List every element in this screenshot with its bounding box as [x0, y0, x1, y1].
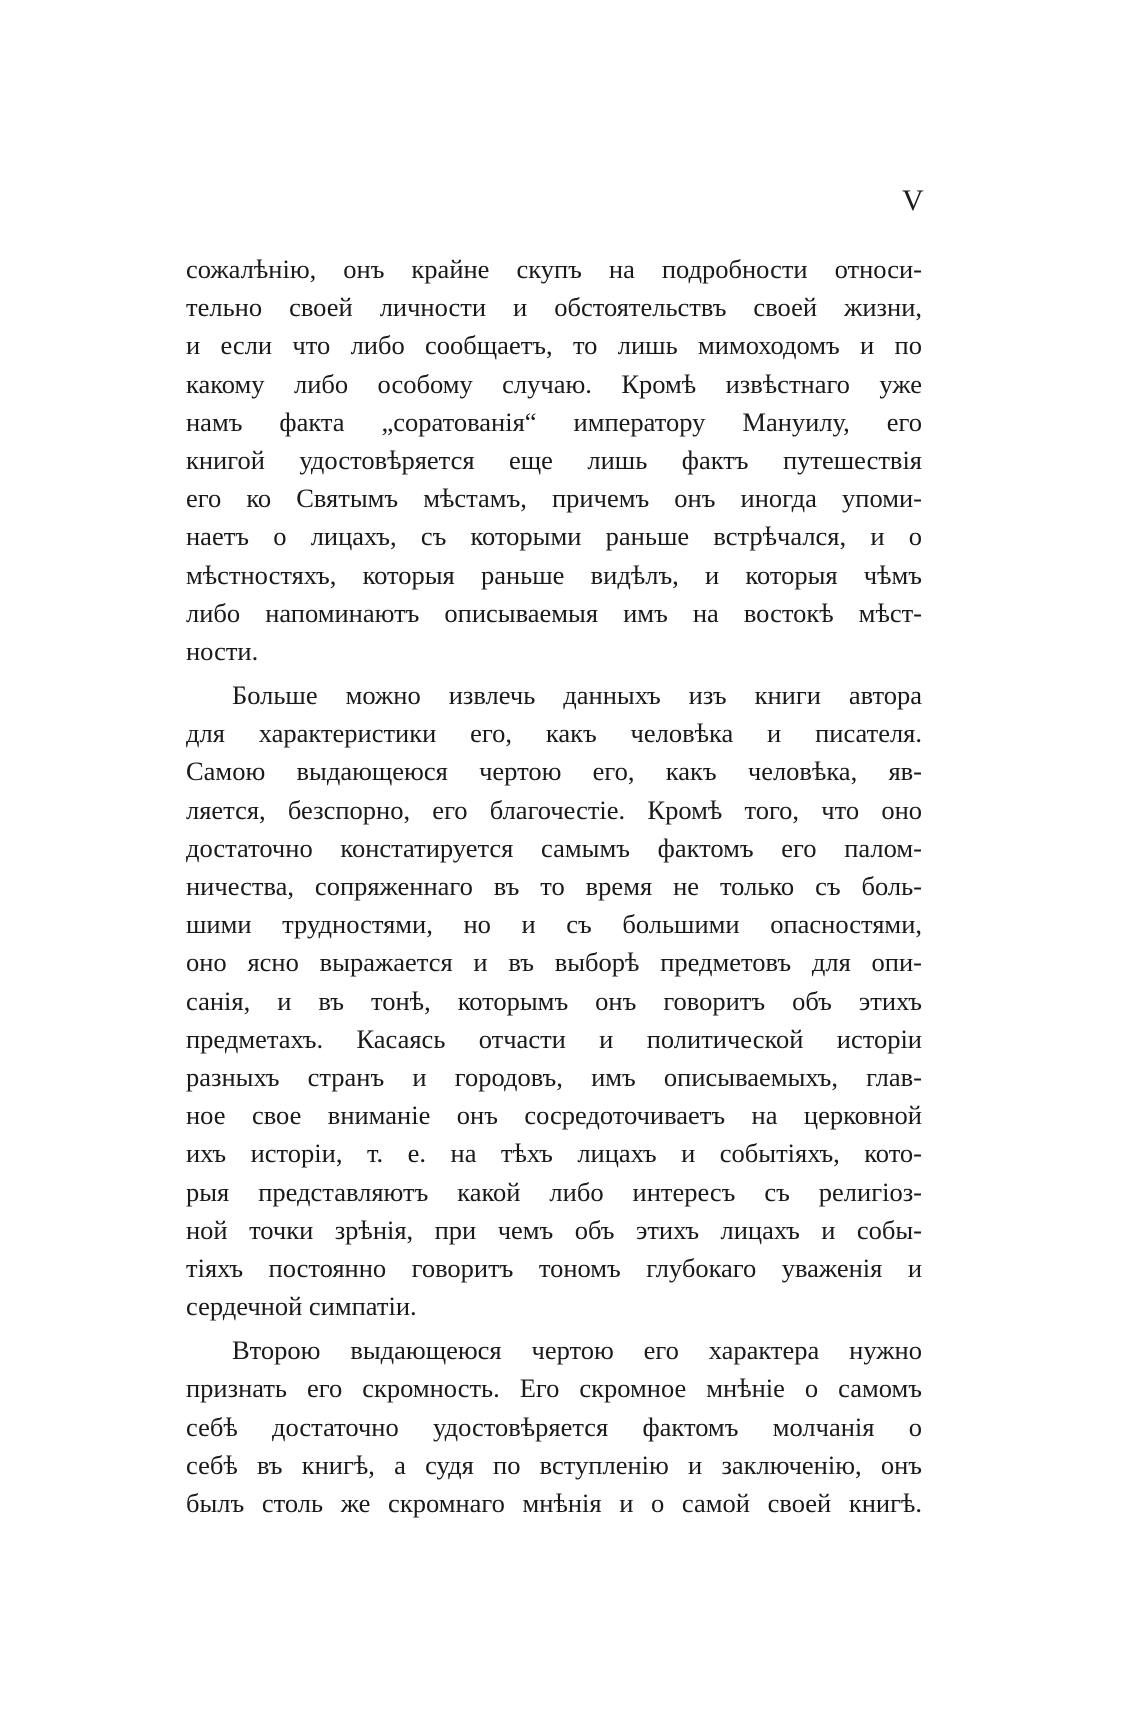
text-line: ляется, безспорно, его благочестіе. Кромѣ того, что оно [186, 794, 922, 825]
text-line: какому либо особому случаю. Кромѣ извѣстнаго уже [186, 368, 922, 399]
text-line: либо напоминаютъ описываемыя имъ на востокѣ мѣст- [186, 597, 922, 628]
text-line: мѣстностяхъ, которыя раньше видѣлъ, и которыя чѣмъ [186, 559, 922, 590]
text-line: его ко Святымъ мѣстамъ, причемъ онъ иногда упоми- [186, 483, 922, 514]
text-line: тіяхъ постоянно говоритъ тономъ глубокаго уваженія и [186, 1252, 922, 1283]
text-line: разныхъ странъ и городовъ, имъ описываемыхъ, глав- [186, 1061, 922, 1092]
text-line: тельно своей личности и обстоятельствъ своей жизни, [186, 292, 922, 323]
text-line: рыя представляютъ какой либо интересъ съ религіоз- [186, 1176, 922, 1207]
text-line: шими трудностями, но и съ большими опасностями, [186, 909, 922, 940]
body-text [186, 250, 922, 1522]
text-line: книгой удостовѣряется еще лишь фактъ путешествія [186, 444, 922, 475]
text-line: предметахъ. Касаясь отчасти и политической исторіи [186, 1023, 922, 1054]
text-line: для характеристики его, какъ человѣка и писателя. [186, 718, 922, 749]
text-line: санія, и въ тонѣ, которымъ онъ говоритъ объ этихъ [186, 985, 922, 1016]
text-line: намъ факта „соратованія“ императору Мануилу, его [186, 406, 922, 437]
text-line: признать его скромность. Его скромное мнѣніе о самомъ [186, 1373, 922, 1404]
text-line: оно ясно выражается и въ выборѣ предметовъ для опи- [186, 947, 922, 978]
page-number: V [902, 184, 924, 217]
text-line: сердечной симпатіи. [186, 1291, 417, 1322]
paragraph-3 [186, 1331, 922, 1522]
text-line: ное свое вниманіе онъ сосредоточиваетъ на церковной [186, 1100, 922, 1131]
text-line: Больше можно извлечь данныхъ изъ книги автора [232, 680, 922, 711]
paragraph-1 [186, 250, 922, 670]
paragraph-2 [186, 676, 922, 1325]
text-line: сожалѣнію, онъ крайне скупъ на подробности относи- [186, 254, 922, 284]
text-line: ничества, сопряженнаго въ то время не только съ боль- [186, 871, 922, 901]
text-line: наетъ о лицахъ, съ которыми раньше встрѣчался, и о [186, 521, 922, 552]
text-line: и если что либо сообщаетъ, то лишь мимоходомъ и по [186, 330, 922, 361]
text-line: достаточно констатируется самымъ фактомъ его палом- [186, 832, 922, 863]
text-line: Второю выдающеюся чертою его характера нужно [232, 1335, 922, 1366]
text-line: ности. [186, 635, 259, 666]
text-line: ихъ исторіи, т. е. на тѣхъ лицахъ и событіяхъ, кото- [186, 1138, 922, 1169]
text-line: Самою выдающеюся чертою его, какъ человѣка, яв- [186, 756, 922, 787]
text-line: себѣ достаточно удостовѣряется фактомъ молчанія о [186, 1411, 922, 1442]
text-line: былъ столь же скромнаго мнѣнія и о самой своей книгѣ. [186, 1488, 922, 1518]
text-line: себѣ въ книгѣ, а судя по вступленію и заключенію, онъ [186, 1449, 922, 1480]
text-line: ной точки зрѣнія, при чемъ объ этихъ лицахъ и собы- [186, 1214, 922, 1245]
